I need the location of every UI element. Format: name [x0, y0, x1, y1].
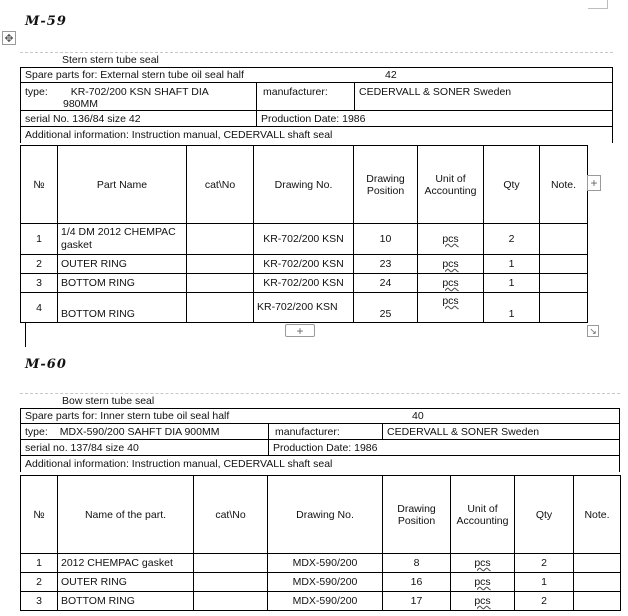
serial-number: serial no. 137/84 size 40: [21, 440, 269, 455]
row-part-name: BOTTOM RING: [58, 592, 194, 611]
row-note: [540, 255, 588, 274]
row-part-name: BOTTOM RING: [58, 274, 187, 293]
row-note: [574, 592, 621, 611]
row-note: [540, 274, 588, 293]
row-unit: pcs: [418, 255, 484, 274]
caption-row: [20, 52, 613, 67]
caption-text: Stern stern tube seal: [62, 54, 159, 66]
row-unit: pcs: [451, 573, 515, 592]
text-cursor: [25, 323, 26, 347]
production-date: Production Date: 1986: [261, 112, 366, 125]
row-drawing-no: KR-702/200 KSN: [254, 293, 354, 323]
type-cell: [21, 424, 269, 439]
caption-text: Bow stern tube seal: [62, 395, 155, 407]
table-move-handle-icon[interactable]: ✥: [2, 31, 16, 45]
type-label: type:: [25, 425, 48, 438]
additional-info-row: [20, 456, 620, 472]
row-number: 1: [21, 554, 58, 573]
row-qty: 1: [484, 255, 540, 274]
header-part-name: Part Name: [58, 146, 187, 224]
row-cat-no: [194, 592, 268, 611]
row-number: 3: [21, 592, 58, 611]
type-value: MDX-590/200 SAHFT DIA 900MM: [59, 425, 220, 438]
table-row: [21, 592, 621, 611]
row-note: [574, 573, 621, 592]
header-drawing-no: Drawing No.: [254, 146, 354, 224]
row-qty: 1: [484, 293, 540, 323]
row-number: 2: [21, 573, 58, 592]
page-corner-mark-vertical: [607, 0, 608, 9]
header-drawing-position: Drawing Position: [383, 476, 451, 554]
row-cat-no: [194, 573, 268, 592]
manufacturer-label: manufacturer:: [257, 83, 355, 110]
row-drawing-position: 10: [354, 224, 418, 255]
spare-parts-number: 40: [412, 410, 424, 422]
row-number: 4: [21, 293, 58, 323]
additional-info-row: [20, 127, 613, 143]
type-row: [20, 424, 620, 440]
table-row: [21, 573, 621, 592]
row-unit: pcs: [418, 274, 484, 293]
row-qty: 2: [515, 554, 574, 573]
parts-table-m59: [20, 145, 588, 323]
type-cell: [21, 83, 257, 110]
add-column-button[interactable]: +: [587, 175, 601, 191]
table-header-row: [21, 146, 588, 224]
row-part-name: OUTER RING: [58, 573, 194, 592]
header-unit: Unit of Accounting: [451, 476, 515, 554]
row-note: [540, 224, 588, 255]
additional-info: Additional information: Instruction manual, CEDERVALL shaft seal: [25, 129, 333, 141]
manufacturer-label: manufacturer:: [269, 424, 383, 439]
spare-parts-row: [20, 408, 620, 424]
row-drawing-position: 8: [383, 554, 451, 573]
header-number: №: [21, 146, 58, 224]
row-part-name: BOTTOM RING: [58, 293, 187, 323]
table-row: [21, 293, 588, 323]
header-cat-no: cat\No: [194, 476, 268, 554]
row-unit: pcs: [451, 592, 515, 611]
row-number: 3: [21, 274, 58, 293]
header-drawing-no: Drawing No.: [268, 476, 383, 554]
table-header-row: [21, 476, 621, 554]
row-drawing-no: MDX-590/200: [268, 592, 383, 611]
serial-number: serial No. 136/84 size 42: [21, 111, 257, 126]
type-value-line2: 980MM: [63, 98, 99, 110]
row-drawing-no: MDX-590/200: [268, 554, 383, 573]
header-note: Note.: [574, 476, 621, 554]
header-cat-no: cat\No: [187, 146, 254, 224]
table-row: [21, 224, 588, 255]
spare-parts-number: 42: [385, 69, 397, 81]
manufacturer-value: CEDERVALL & SONER Sweden: [387, 425, 540, 438]
header-qty: Qty: [484, 146, 540, 224]
row-cat-no: [187, 224, 254, 255]
row-qty: 1: [515, 573, 574, 592]
page-corner-mark: [588, 8, 608, 9]
row-qty: 1: [484, 274, 540, 293]
row-note: [574, 554, 621, 573]
row-note: [540, 293, 588, 323]
header-number: №: [21, 476, 58, 554]
row-part-name: 2012 CHEMPAC gasket: [58, 554, 194, 573]
row-qty: 2: [484, 224, 540, 255]
section-heading-m60: M-60: [25, 357, 67, 372]
spare-parts-label: Spare parts for: External stern tube oil seal half: [25, 69, 244, 81]
table-row: [21, 255, 588, 274]
table-row: [21, 274, 588, 293]
row-part-name: 1/4 DM 2012 CHEMPAC gasket: [58, 224, 187, 255]
add-row-button[interactable]: +: [285, 324, 315, 337]
row-drawing-no: MDX-590/200: [268, 573, 383, 592]
row-drawing-position: 24: [354, 274, 418, 293]
type-label: type:: [25, 86, 48, 98]
additional-info: Additional information: Instruction manual, CEDERVALL shaft seal: [25, 458, 333, 470]
row-unit: pcs: [418, 224, 484, 255]
info-block-m60: [20, 393, 620, 472]
type-value: KR-702/200 KSN SHAFT DIA: [70, 86, 209, 98]
row-part-name: OUTER RING: [58, 255, 187, 274]
header-qty: Qty: [515, 476, 574, 554]
row-drawing-no: KR-702/200 KSN: [254, 255, 354, 274]
section-heading-m59: M-59: [25, 14, 67, 29]
info-block-m59: [20, 52, 613, 143]
header-note: Note.: [540, 146, 588, 224]
row-drawing-position: 16: [383, 573, 451, 592]
row-drawing-no: KR-702/200 KSN: [254, 274, 354, 293]
caption-row: [20, 393, 620, 408]
serial-row: [20, 440, 620, 456]
row-cat-no: [194, 554, 268, 573]
spare-parts-label: Spare parts for: Inner stern tube oil seal half: [25, 410, 230, 422]
manufacturer-value: CEDERVALL & SONER Sweden: [359, 86, 512, 98]
table-row: [21, 554, 621, 573]
spare-parts-row: [20, 67, 613, 83]
row-unit: pcs: [451, 554, 515, 573]
header-unit: Unit of Accounting: [418, 146, 484, 224]
row-qty: 2: [515, 592, 574, 611]
row-drawing-no: KR-702/200 KSN: [254, 224, 354, 255]
row-unit: pcs: [418, 293, 484, 323]
production-date: Production Date: 1986: [273, 441, 378, 454]
header-part-name: Name of the part.: [58, 476, 194, 554]
table-resize-handle-icon[interactable]: ↘: [587, 325, 599, 337]
parts-table-m60: [20, 475, 621, 611]
row-cat-no: [187, 274, 254, 293]
row-cat-no: [187, 255, 254, 274]
type-row: [20, 83, 613, 111]
row-drawing-position: 25: [354, 293, 418, 323]
row-drawing-position: 17: [383, 592, 451, 611]
row-drawing-position: 23: [354, 255, 418, 274]
row-number: 2: [21, 255, 58, 274]
row-cat-no: [187, 293, 254, 323]
row-number: 1: [21, 224, 58, 255]
serial-row: [20, 111, 613, 127]
header-drawing-position: Drawing Position: [354, 146, 418, 224]
